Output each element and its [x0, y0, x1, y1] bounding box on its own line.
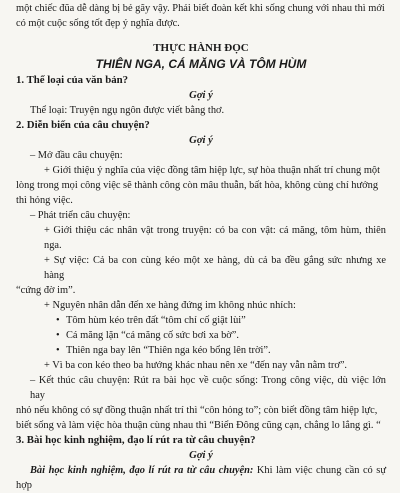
q2-line-11c: biết sống và làm việc hòa thuận cùng nhau thì “Biển Đông cũng cạn, chẳng lo lắng gì. “	[16, 420, 381, 431]
q2-bullet-2: • Cá măng lặn “cá măng cố sức bơi xa bờ”.	[56, 330, 239, 341]
question-1-title: 1. Thể loại của văn bản?	[16, 74, 128, 86]
q2-line-1: – Mở đầu câu chuyện:	[30, 150, 123, 161]
q2-line-2c: thì hỏng việc.	[16, 195, 73, 206]
q2-line-2b: lòng trong mọi công việc sẽ thành công còn mâu thuẫn, bất hòa, không cùng chí hướng	[16, 180, 379, 191]
q2-line-11b: nhỏ nếu không có sự đồng thuận nhất trí thì “côn hỏng to”; còn biết đồng tâm hiệp lực,	[16, 405, 378, 416]
q2-bullet-3: • Thiên nga bay lên “Thiên nga kéo bổng lên trời”.	[56, 345, 271, 356]
q2-line-10: + Vì ba con kéo theo ba hướng khác nhau nên xe “đến nay vẫn nằm trơ”.	[44, 360, 348, 371]
section-subtitle: THỰC HÀNH ĐỌC	[153, 42, 249, 54]
question-3-answer: Bài học kinh nghiệm, đạo lí rút ra từ câu chuyện: Khi làm việc chung cần có sự hợp	[16, 465, 386, 491]
q2-line-5b: “cứng đờ im”.	[16, 285, 76, 296]
q2-line-11a: – Kết thúc câu chuyện: Rút ra bài học về cuộc sống: Trong công việc, dù việc lớn hay	[30, 375, 386, 401]
document-page	[0, 1, 400, 491]
intro-line-1: một chiếc đũa dễ dàng bị bẻ gãy vậy. Phải biết đoàn kết khi sống chung với nhau thì mới	[16, 3, 385, 14]
question-1-hint: Gợi ý	[189, 90, 213, 101]
q2-bullet-1: • Tôm hùm kéo trên đất “tôm chỉ cố giật lùi”	[56, 315, 246, 326]
bullet-icon: •	[56, 330, 60, 341]
q2-line-3: – Phát triển câu chuyện:	[30, 210, 131, 221]
question-3-hint: Gợi ý	[189, 450, 213, 461]
q2-line-5a: + Sự việc: Cả ba con cùng kéo một xe hàng, dù cả ba đều gắng sức nhưng xe hàng	[44, 255, 386, 281]
q2-line-2a: + Giới thiệu ý nghĩa của việc đồng tâm hiệp lực, sự hòa thuận nhất trí chung một	[44, 165, 380, 176]
question-2-hint: Gợi ý	[189, 135, 213, 146]
bullet-icon: •	[56, 315, 60, 326]
bullet-icon: •	[56, 345, 60, 356]
question-1-answer: Thể loại: Truyện ngụ ngôn được viết bằng thơ.	[30, 105, 225, 116]
intro-line-2: có một cuộc sống tốt đẹp ý nghĩa được.	[16, 18, 180, 29]
question-2-title: 2. Diễn biến của câu chuyện?	[16, 119, 150, 131]
q2-line-4: + Giới thiệu các nhân vật trong truyện: có ba con vật: cá măng, tôm hùm, thiên nga.	[44, 225, 386, 251]
question-3-title: 3. Bài học kinh nghiệm, đạo lí rút ra từ câu chuyện?	[16, 434, 256, 446]
q2-line-6: + Nguyên nhân dẫn đến xe hàng đứng im không nhúc nhích:	[44, 300, 296, 311]
section-title: THIÊN NGA, CÁ MĂNG VÀ TÔM HÙM	[95, 57, 307, 71]
